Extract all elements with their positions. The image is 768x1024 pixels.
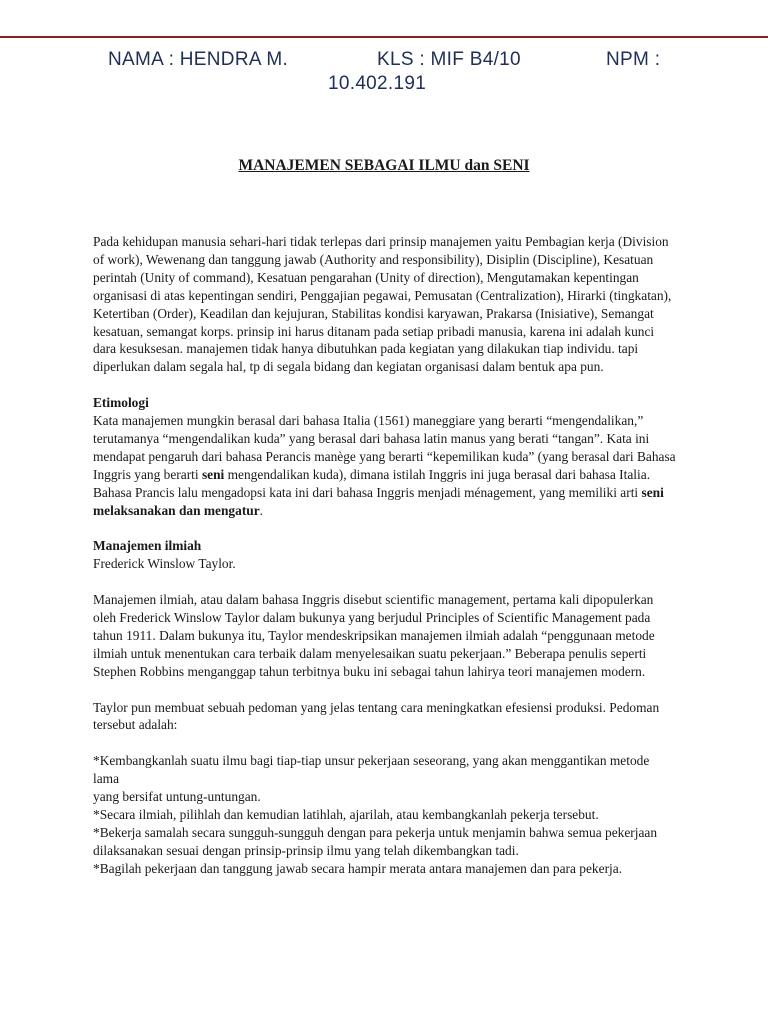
list-item: *Bagilah pekerjaan dan tanggung jawab secara hampir merata antara manajemen dan para pekerja. xyxy=(93,860,623,876)
npm-value: 10.402.191 xyxy=(328,73,427,94)
student-class: KLS : MIF B4/10 xyxy=(377,49,521,70)
list-item: *Bekerja samalah secara sungguh-sungguh dengan para pekerja untuk menjamin bahwa semua pekerjaan xyxy=(93,824,658,840)
list-item: *Secara ilmiah, pilihlah dan kemudian latihlah, ajarilah, atau kembangkanlah pekerja tersebut. xyxy=(93,806,599,822)
document-title: MANAJEMEN SEBAGAI ILMU dan SENI xyxy=(238,157,530,174)
student-name: NAMA : HENDRA M. xyxy=(108,49,289,70)
etimologi-paragraph: Kata manajemen mungkin berasal dari bahasa Italia (1561) maneggiare yang berarti “mengendalikan,” terutamanya “mengendalikan kuda” yang berasal dari bahasa latin manus yang berati “tangan”. Kata ini mendapat pengaruh dari bahasa Perancis manège yang berarti “kepemilikan kuda” (yang berasal dari Bahasa Inggris yang berarti seni mengendalikan kuda), dimana istilah Inggris ini juga berasal dari bahasa Italia. Bahasa Prancis lalu mengadopsi kata ini dari bahasa Inggris menjadi ménagement, yang memiliki arti seni melaksanakan dan mengatur. xyxy=(93,413,676,518)
npm-label: NPM : xyxy=(606,49,661,70)
intro-paragraph: Pada kehidupan manusia sehari-hari tidak terlepas dari prinsip manajemen yaitu Pembagian kerja (Division of work), Wewenang dan tanggung jawab (Authority and responsibility), Disiplin (Discipline), Kesatuan perintah (Unity of command), Kesatuan pengarahan (Unity of direction), Mengutamakan kepentingan organisasi di atas kepentingan sendiri, Penggajian pegawai, Pemusatan (Centralization), Hirarki (tingkatan), Ketertiban (Order), Keadilan dan kejujuran, Stabilitas kondisi karyawan, Prakarsa (Inisiative), Semangat kesatuan, semangat korps. prinsip ini harus ditanam pada setiap pribadi manusia, karena ini adalah kunci dara kesuksesan. manajemen tidak hanya dibutuhkan pada kegiatan yang dilakukan tiap individu. tapi diperlukan dalam segala hal, tp di segala bidang dan kegiatan organisasi dalam bentuk apa pun. xyxy=(93,234,672,375)
header-rule xyxy=(0,36,768,38)
list-item: dilaksanakan sesuai dengan prinsip-prinsip ilmu yang telah dikembangkan tadi. xyxy=(93,842,519,858)
document-body xyxy=(93,233,678,878)
author-line: Frederick Winslow Taylor. xyxy=(93,556,236,572)
ilmiah-paragraph-2: Taylor pun membuat sebuah pedoman yang jelas tentang cara meningkatkan efesiensi produksi. Pedoman tersebut adalah: xyxy=(93,699,660,733)
ilmiah-paragraph-1: Manajemen ilmiah, atau dalam bahasa Inggris disebut scientific management, pertama kali dipopulerkan oleh Frederick Winslow Taylor dalam bukunya yang berjudul Principles of Scientific Management pada tahun 1911. Dalam bukunya itu, Taylor mendeskripsikan manajemen ilmiah adalah “penggunaan metode ilmiah untuk menentukan cara terbaik dalam menyelesaikan suatu pekerjaan.” Beberapa penulis seperti Stephen Robbins menganggap tahun terbitnya buku ini sebagai tahun lahirya teori manajemen modern. xyxy=(93,592,655,679)
document-header xyxy=(0,44,768,104)
section-heading-ilmiah: Manajemen ilmiah xyxy=(93,538,202,554)
section-heading-etimologi: Etimologi xyxy=(93,395,149,411)
list-item: yang bersifat untung-untungan. xyxy=(93,789,261,805)
list-item: *Kembangkanlah suatu ilmu bagi tiap-tiap unsur pekerjaan seseorang, yang akan menggantikan metode lama xyxy=(93,753,650,787)
